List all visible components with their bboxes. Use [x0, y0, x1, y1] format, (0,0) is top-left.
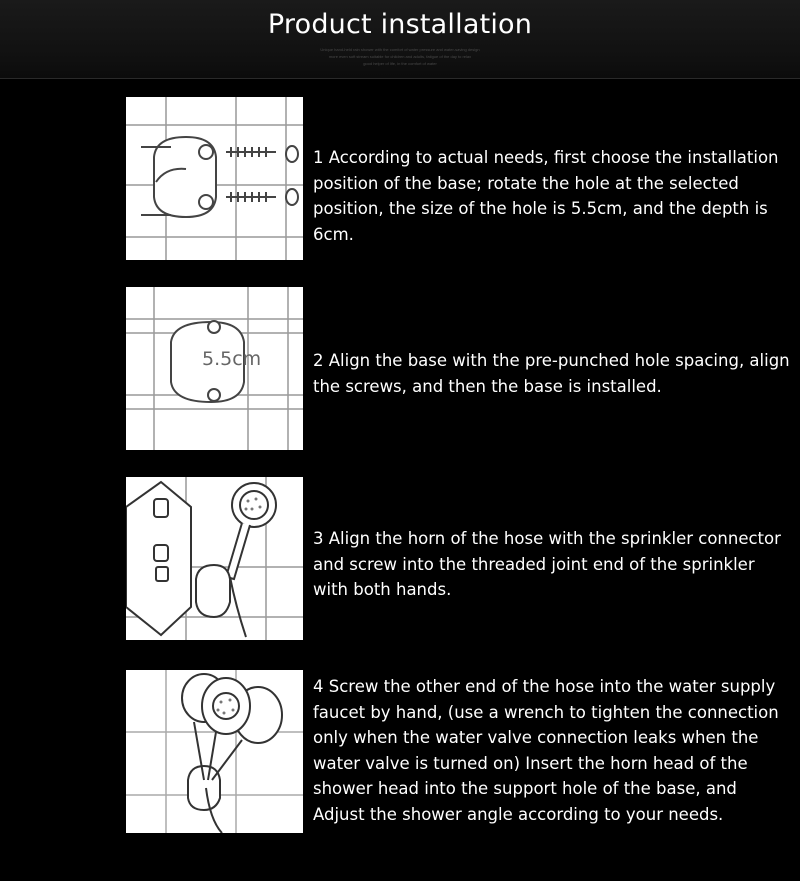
fine-print-line: more even soft stream suitable for children and adults, fatigue of the day to relax — [328, 54, 472, 59]
fine-print-line: Unique hand-held rain shower with the comfort of water pressure and water-saving design — [320, 47, 480, 52]
header-banner — [0, 0, 800, 79]
step-2-text: 2 Align the base with the pre-punched hole spacing, align the screws, and then the base is installed. — [313, 351, 790, 396]
step-4-illustration — [126, 670, 303, 833]
fine-print-line: good helper of life, in the comfort of water — [363, 61, 437, 66]
step-3-illustration — [126, 477, 303, 640]
step-3-text: 3 Align the horn of the hose with the sprinkler connector and screw into the threaded joint end of the sprinkler with both hands. — [313, 529, 781, 599]
page-title: Product installation — [267, 9, 533, 40]
step-1-text: 1 According to actual needs, first choose the installation position of the base; rotate the hole at the selected position, the size of the hole is 5.5cm, and the depth is 6cm. — [313, 148, 779, 244]
drilling-diagram-icon — [126, 97, 303, 260]
step-4-text: 4 Screw the other end of the hose into the water supply faucet by hand, (use a wrench to tighten the connection only when the water valve connection leaks when the water valve is turned on) Insert the horn head of the shower head into the support hole of the base, and Adjust the shower angle according to your needs. — [313, 677, 779, 824]
step-2-illustration — [126, 287, 303, 450]
shower-angle-diagram-icon — [126, 670, 303, 833]
base-mount-diagram-icon — [126, 287, 303, 450]
hose-connection-diagram-icon — [126, 477, 303, 640]
hole-size-label: 5.5cm — [202, 348, 262, 370]
step-1-illustration — [126, 97, 303, 260]
